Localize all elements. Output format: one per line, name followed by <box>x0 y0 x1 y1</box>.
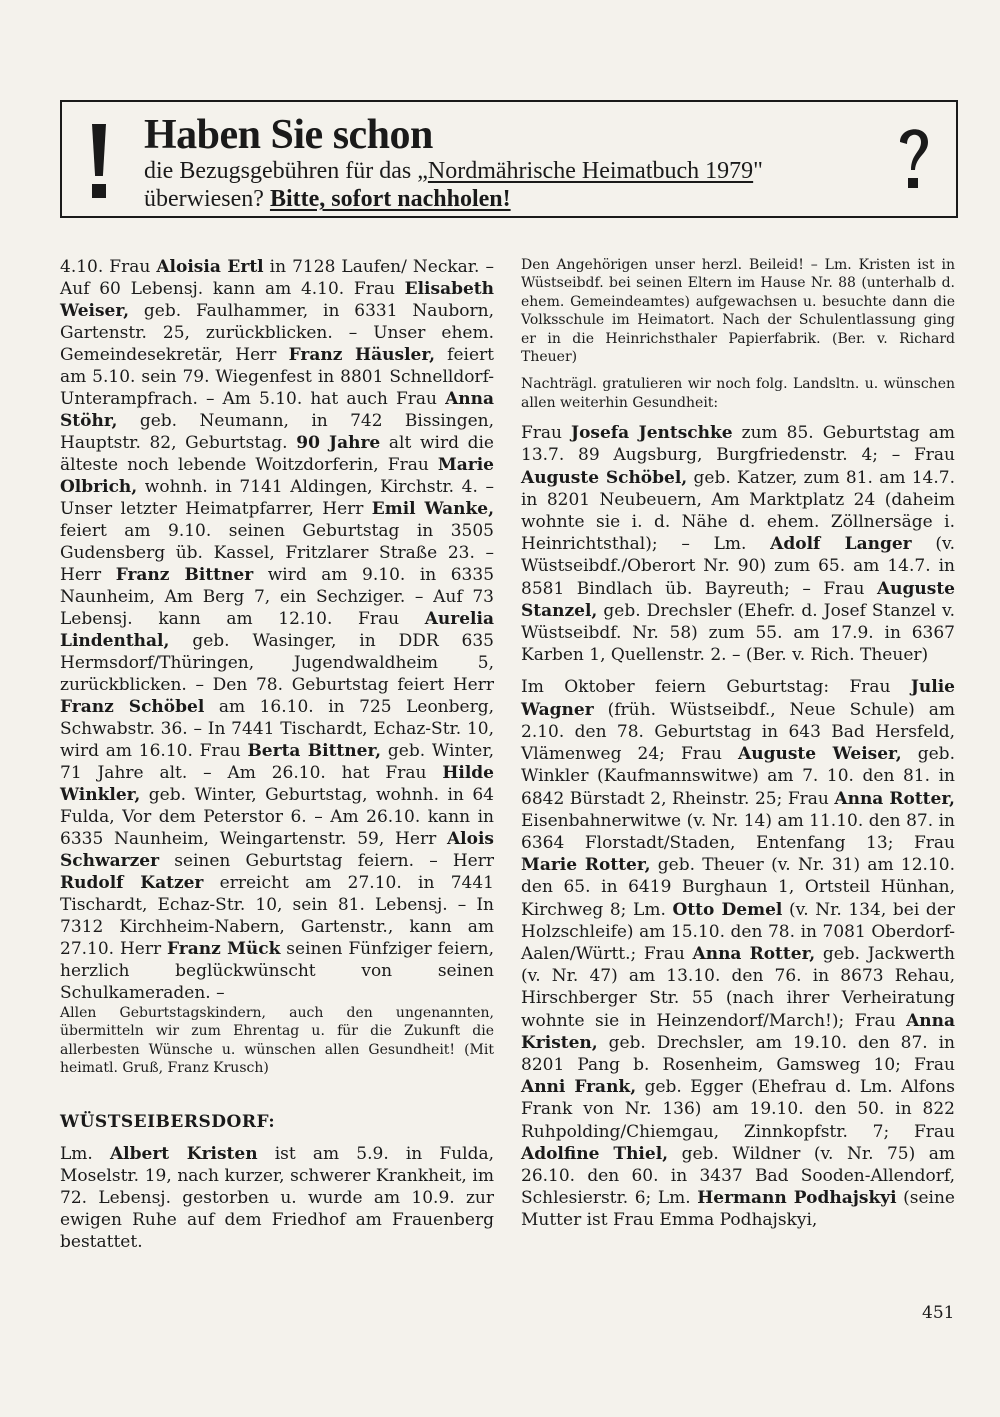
person-name: Anna Stöhr, <box>60 389 494 431</box>
person-name: Auguste Weiser, <box>738 744 902 765</box>
right-column <box>521 256 955 1232</box>
person-name: Rudolf Katzer <box>60 873 204 893</box>
person-name: Auguste Stanzel, <box>521 578 955 621</box>
text-segment: wird am 9.10. in 6335 Naunheim, Am Berg 7, ein Sechziger. – Auf 73 Lebensj. kann am 12.10. Frau <box>60 565 495 629</box>
person-name: Hermann Podhajskyi <box>697 1188 897 1209</box>
text-segment: geb. Wildner (v. Nr. 75) am 26.10. den 60. in 3437 Bad Sooden-Allendorf, Schlesierstr. 6; Lm. <box>521 1143 955 1209</box>
text-segment: (früh. Wüstseibdf., Neue Schule) am 2.10. den 78. Geburtstag in 643 Bad Hersfeld, Vlämenweg 24; Frau <box>521 699 955 765</box>
reminder-line-2: die Bezugsgebühren für das „Nordmährische Heimatbuch 1979" <box>144 158 763 184</box>
person-name: Franz Häusler, <box>288 345 435 365</box>
text-segment: erreicht am 27.10. in 7441 Tischardt, Echaz-Str. 10, sein 81. Lebensj. – In 7312 Kirchheim-Nabern, Gartenstr., kann am 27.10. Herr <box>60 873 494 959</box>
reminder-headline: Haben Sie schon <box>144 112 433 158</box>
text-segment: geb. Winkler (Kaufmannswitwe) am 7. 10. den 81. in 6842 Bürstadt 2, Rheinstr. 25; Frau <box>521 744 955 809</box>
reminder-call-to-action: Bitte, sofort nachholen! <box>269 186 511 212</box>
text-segment: wohnh. in 7141 Aldingen, Kirchstr. 4. – Unser letzter Heimatpfarrer, Herr <box>60 477 494 519</box>
person-name: Anna Rotter, <box>692 943 816 964</box>
text-segment: 4.10. Frau <box>60 257 157 277</box>
text-segment: Eisenbahnerwitwe (v. Nr. 14) am 11.10. den 87. in 6364 Florstadt/Staden, Entenfang 13; Frau <box>521 810 955 853</box>
birthday-list-paragraph <box>60 256 494 1004</box>
condolence-note: Den Angehörigen unser herzl. Beileid! – Lm. Kristen ist in Wüstseibdf. bei seinen Eltern im Hause Nr. 88 (unterhalb d. ehem. Gemeindeamtes) aufgewachsen u. besuchte dann die Volksschule im Heimatort. Nach der Schulentlassung ging er in die Heinrichsthaler Papierfabrik. (Ber. v. Richard Theuer) <box>521 257 955 366</box>
text-segment: geb. Neumann, in 742 Bissingen, Hauptstr. 82, Geburtstag. <box>60 411 494 453</box>
person-name: Auguste Schöbel, <box>521 467 688 488</box>
reminder-line-3: überwiesen? Bitte, sofort nachholen! <box>144 186 511 212</box>
person-name: Berta Bittner, <box>247 741 382 761</box>
text-segment: Lm. <box>60 1143 110 1164</box>
book-title: Nordmährische Heimatbuch 1979 <box>427 158 754 184</box>
person-name: Anna Kristen, <box>521 1010 955 1053</box>
text-segment: (v. Wüstseibdf./Oberort Nr. 90) zum 65. am 14.7. in 8581 Bindlach üb. Bayreuth; – Frau <box>521 534 956 599</box>
text-segment: Im Oktober feiern Geburtstag: Frau <box>521 677 911 698</box>
person-name: Franz Schöbel <box>60 697 205 717</box>
text-segment: (seine Mutter ist Frau Emma Podhajskyi, <box>521 1188 955 1231</box>
text-segment: am 16.10. in 725 Leonberg, Schwabstr. 36. – In 7441 Tischardt, Echaz-Str. 10, wird am 16.10. Frau <box>60 697 494 761</box>
text-segment: seinen Geburtstag feiern. – Herr <box>159 851 494 871</box>
text-segment: geb. Katzer, zum 81. am 14.7. in 8201 Neubeuern, Am Marktplatz 24 (daheim wohnte sie i. d. Nähe d. ehem. Zöllnersäge i. Heinrichtsthal); – Lm. <box>521 467 955 555</box>
text-segment: geb. Winter, Geburtstag, wohnh. in 64 Fulda, Vor dem Peterstor 6. – Am 26.10. kann in 6335 Naunheim, Weingartenstr. 59, Herr <box>60 785 494 849</box>
person-name: Josefa Jentschke <box>571 423 733 444</box>
greeting-note: Allen Geburtstagskindern, auch den ungenannten, übermitteln wir zum Ehrentag u. für die Zukunft die allerbesten Wünsche u. wünschen allen Gesundheit! (Mit heimatl. Gruß, Franz Krusch) <box>60 1005 494 1077</box>
obituary-paragraph <box>60 1143 494 1253</box>
text-segment: zum 85. Geburtstag am 13.7. 89 Augsburg, Burgfriedenstr. 4; – Frau <box>521 423 955 466</box>
text-segment: (v. Nr. 134, bei der Holzschleife) am 15.10. den 78. in 7081 Oberdorf-Aalen/Württ.; Frau <box>521 899 956 964</box>
person-name: Anna Rotter, <box>834 788 955 809</box>
person-name: Franz Bittner <box>115 565 254 585</box>
person-name: Elisabeth Weiser, <box>60 279 494 321</box>
text-segment: geb. Theuer (v. Nr. 31) am 12.10. den 65. in 6419 Burghaun 1, Ortsteil Hünhan, Kirchweg 8; Lm. <box>521 855 955 920</box>
text-segment: geb. Drechsler, am 19.10. den 87. in 8201 Pang b. Rosenheim, Gamsweg 10; Frau <box>521 1032 955 1075</box>
person-name: Adolf Langer <box>770 534 912 555</box>
belated-birthday-paragraph <box>521 422 955 666</box>
person-name: Hilde Winkler, <box>60 763 494 805</box>
page-number: 451 <box>922 1303 955 1323</box>
person-name: Albert Kristen <box>109 1143 258 1164</box>
person-name: Julie Wagner <box>521 677 955 720</box>
person-name: Otto Demel <box>672 899 783 920</box>
october-birthday-paragraph <box>521 676 955 1231</box>
person-name: Marie Olbrich, <box>60 455 494 497</box>
person-name: Marie Rotter, <box>521 855 651 876</box>
person-name: Aloisia Ertl <box>156 257 264 277</box>
payment-reminder-box <box>60 100 958 218</box>
text-segment: feiert am 9.10. seinen Geburtstag in 3505 Gudensberg üb. Kassel, Fritzlarer Straße 23. – Herr <box>60 521 494 585</box>
text-segment: seinen Fünfziger feiern, herzlich beglückwünscht von seinen Schulkameraden. – <box>60 939 494 1003</box>
text-segment: ist am 5.9. in Fulda, Moselstr. 19, nach kurzer, schwerer Krankheit, im 72. Lebensj. gestorben u. wurde am 10.9. zur ewigen Ruhe auf dem Friedhof am Frauenberg bestattet. <box>60 1143 495 1252</box>
question-mark-icon <box>894 120 934 200</box>
person-name: Aurelia Lindenthal, <box>60 609 494 651</box>
text-segment: in 7128 Laufen/ Neckar. – Auf 60 Lebensj. kann am 4.10. Frau <box>60 257 494 299</box>
text-segment: feiert am 5.10. sein 79. Wiegenfest in 8801 Schnelldorf-Unterampfrach. – Am 5.10. hat auch Frau <box>60 345 494 409</box>
person-name: Franz Mück <box>166 939 281 959</box>
person-name: Anni Frank, <box>521 1077 637 1098</box>
exclamation-mark-icon <box>84 118 116 208</box>
person-name: Adolfine Thiel, <box>521 1143 669 1164</box>
text-segment: Frau <box>521 423 572 444</box>
text-segment: geb. Wasinger, in DDR 635 Hermsdorf/Thüringen, Jugendwaldheim 5, zurückblicken. – Den 78. Geburtstag feiert Herr <box>60 631 494 695</box>
person-name: 90 Jahre <box>296 433 381 453</box>
text-segment: geb. Drechsler (Ehefr. d. Josef Stanzel v. Wüstseibdf. Nr. 58) zum 55. am 17.9. in 6367 Karben 1, Quellenstr. 2. – (Ber. v. Rich. Theuer) <box>521 600 955 666</box>
person-name: Emil Wanke, <box>371 499 494 519</box>
text-segment: geb. Winter, 71 Jahre alt. – Am 26.10. hat Frau <box>60 741 494 783</box>
text-segment: alt wird die älteste noch lebende Woitzdorferin, Frau <box>60 433 494 475</box>
text-segment: geb. Egger (Ehefrau d. Lm. Alfons Frank von Nr. 136) am 19.10. den 50. in 822 Ruhpolding/Chiemgau, Zinnkopfstr. 7; Frau <box>521 1077 955 1142</box>
person-name: Alois Schwarzer <box>60 829 494 871</box>
text-segment: geb. Jackwerth (v. Nr. 47) am 13.10. den 76. in 8673 Rehau, Hirschberger Str. 55 (nach ihrer Verheiratung wohnte sie in Heinzendorf/March!); Frau <box>521 943 955 1031</box>
text-segment: geb. Faulhammer, in 6331 Nauborn, Gartenstr. 25, zurückblicken. – Unser ehem. Gemeindesekretär, Herr <box>60 301 494 365</box>
congratulation-intro: Nachträgl. gratulieren wir noch folg. Landsltn. u. wünschen allen weiterhin Gesundheit: <box>521 376 955 411</box>
left-column <box>60 256 494 1253</box>
section-heading: WÜSTSEIBERSDORF: <box>60 1111 276 1132</box>
